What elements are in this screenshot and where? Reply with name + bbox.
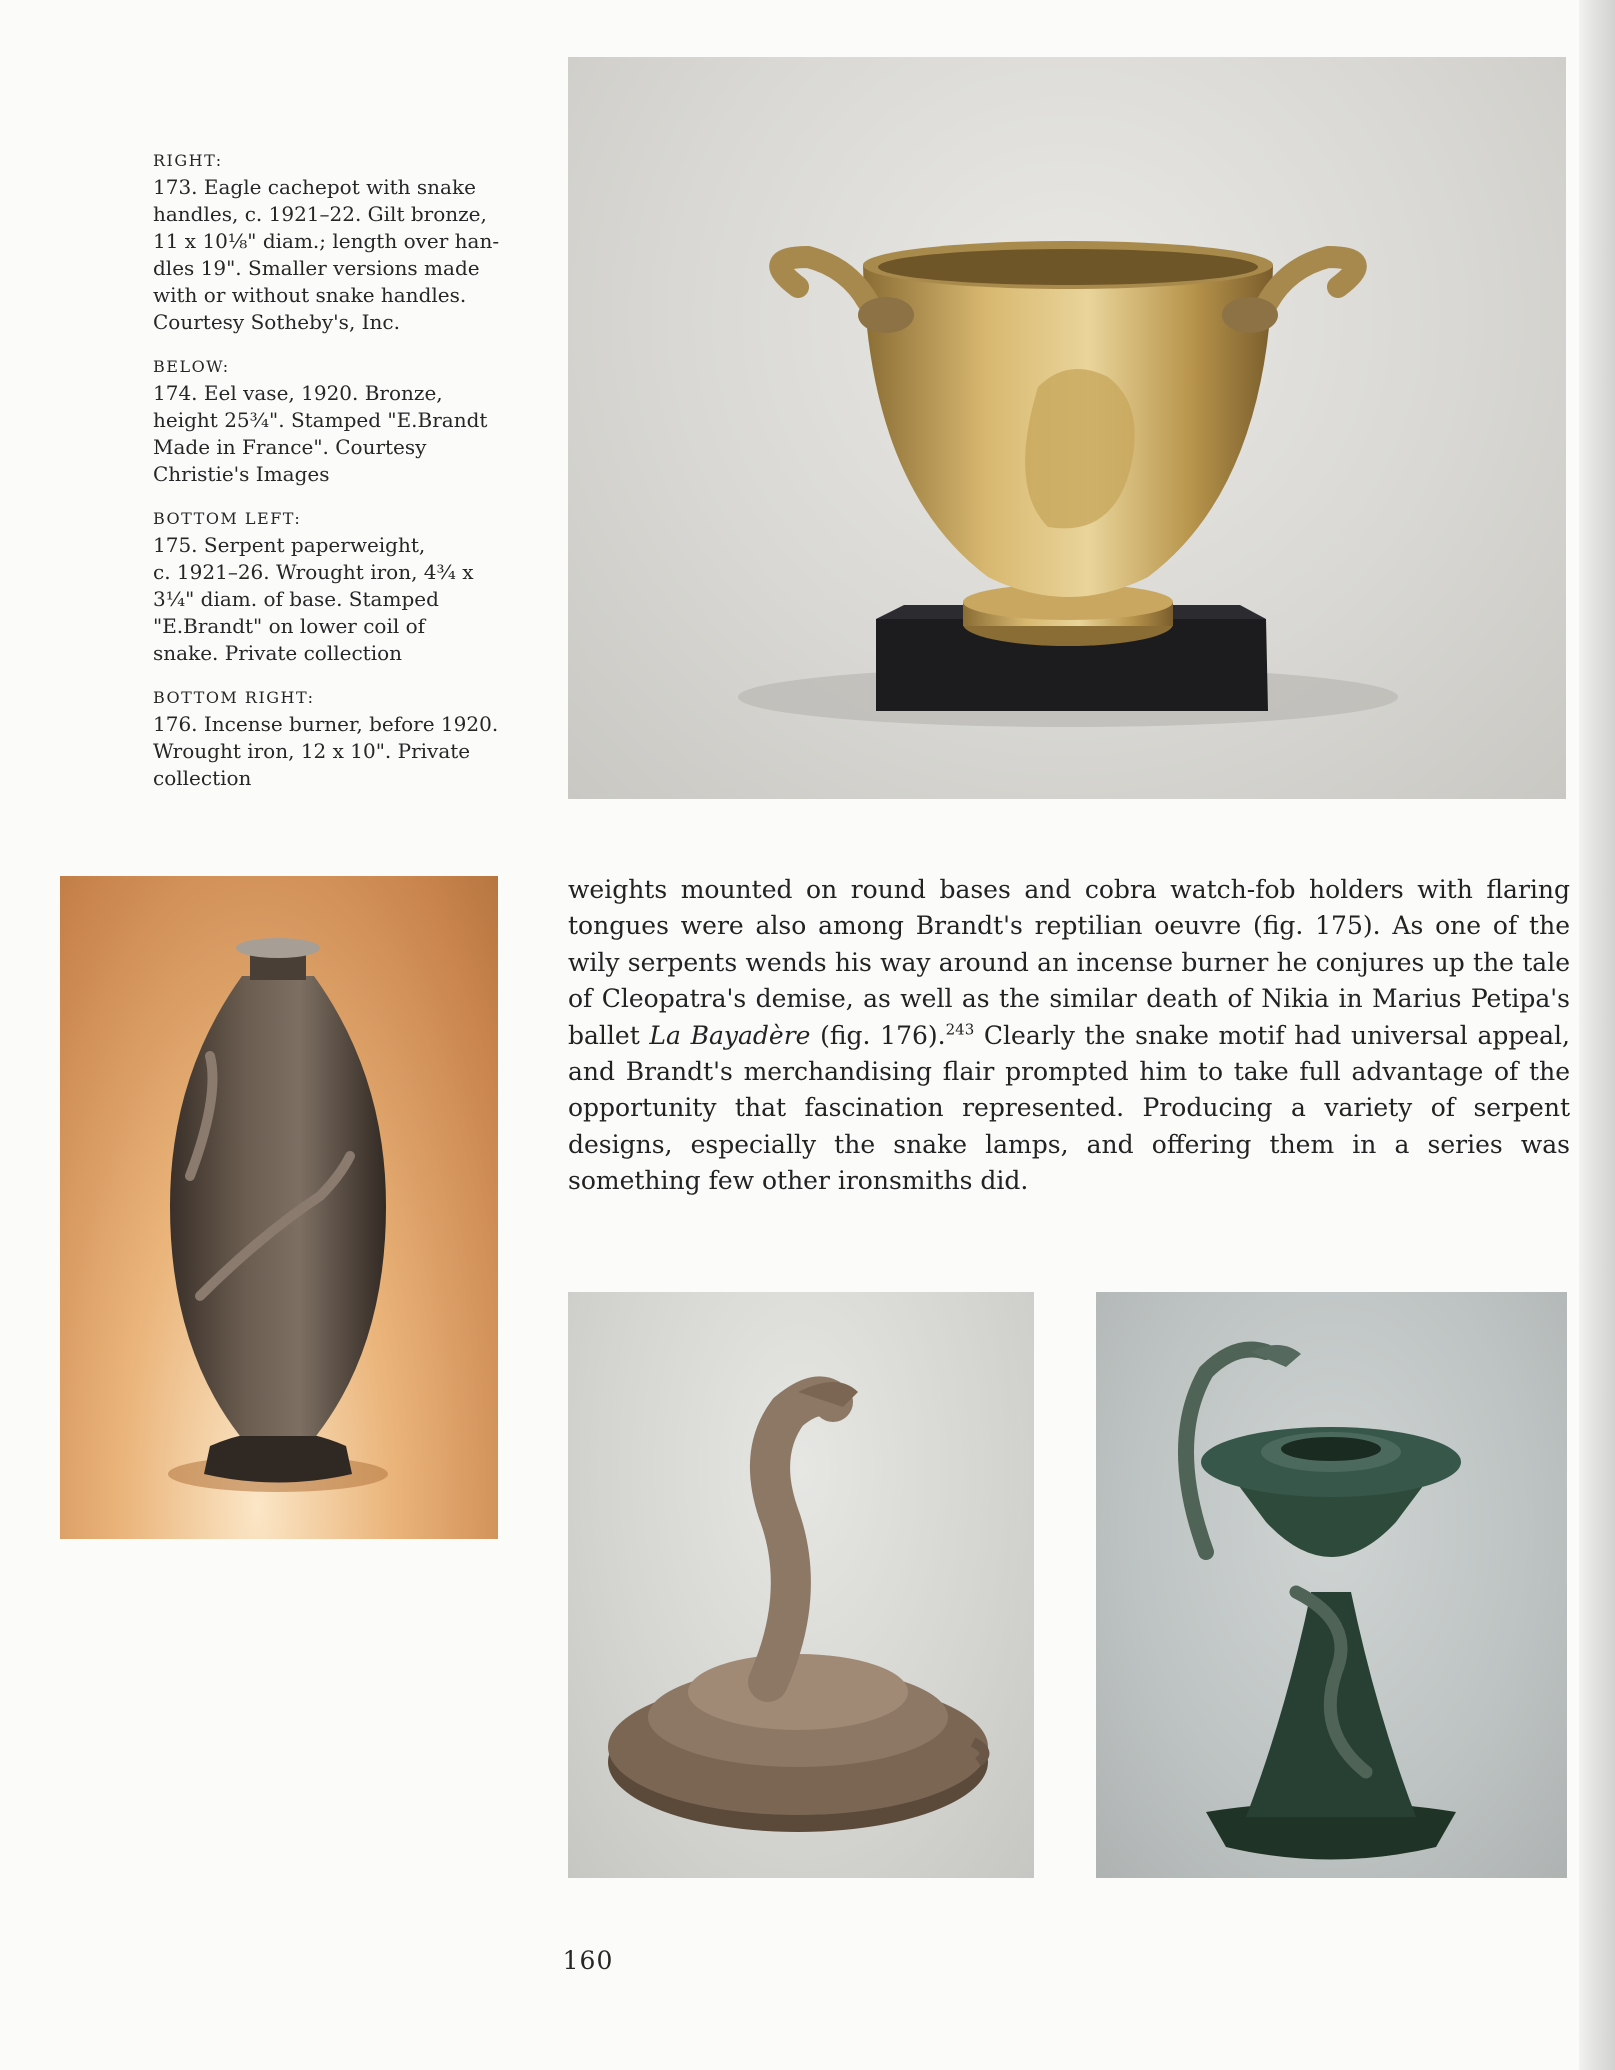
body-text-part2: (fig. 176). [810,1020,946,1050]
caption-text: 176. Incense burner, before 1920. Wrought iron, 12 x 10". Private collection [153,712,499,790]
body-paragraph [568,872,1570,1200]
body-text-part1: weights mounted on round bases and cobra watch-fob holders with flaring tongues were also among Brandt's reptilian oeuvre (fig. 175). As one of the wily serpents wends his way around an incense burner he conjures up the tale of Cleopatra's demise, as well as the similar death of Nikia in Marius Petipa's ballet [568,875,1570,1050]
caption-text: 174. Eel vase, 1920. Bronze, height 25¾". Stamped "E.Brandt Made in France". Courtesy Christie's Images [153,381,488,486]
figure-captions [153,148,533,810]
photo-serpent-paperweight [568,1292,1034,1878]
caption-heading: BOTTOM RIGHT: [153,688,315,707]
caption-text: 175. Serpent paperweight, c. 1921–26. Wrought iron, 4¾ x 3¼" diam. of base. Stamped "E.Brandt" on lower coil of snake. Private collection [153,533,474,665]
page-number: 160 [562,1946,614,1975]
photo-eel-vase [60,876,498,1539]
page-edge-shadow [1579,0,1615,2070]
caption-heading: RIGHT: [153,151,223,170]
caption-text: 173. Eagle cachepot with snake handles, c. 1921–22. Gilt bronze, 11 x 10⅛" diam.; length over han- dles 19". Smaller versions made with or without snake handles. Courtesy Sotheby's, Inc. [153,175,500,334]
caption-176 [153,685,533,792]
body-text-part3: Clearly the snake motif had universal appeal, and Brandt's merchandising flair prompted him to take full advantage of the opportunity that fascination represented. Producing a variety of serpent designs, especially the snake lamps, and offering them in a series was something few other ironsmiths did. [568,1020,1570,1196]
caption-174 [153,354,533,488]
photo-incense-burner [1096,1292,1567,1878]
caption-173 [153,148,533,336]
photo-eagle-cachepot [568,57,1566,799]
caption-heading: BOTTOM LEFT: [153,509,302,528]
ballet-title: La Bayadère [649,1020,811,1050]
caption-heading: BELOW: [153,357,230,376]
footnote-ref: 243 [945,1020,975,1039]
caption-175 [153,506,533,667]
